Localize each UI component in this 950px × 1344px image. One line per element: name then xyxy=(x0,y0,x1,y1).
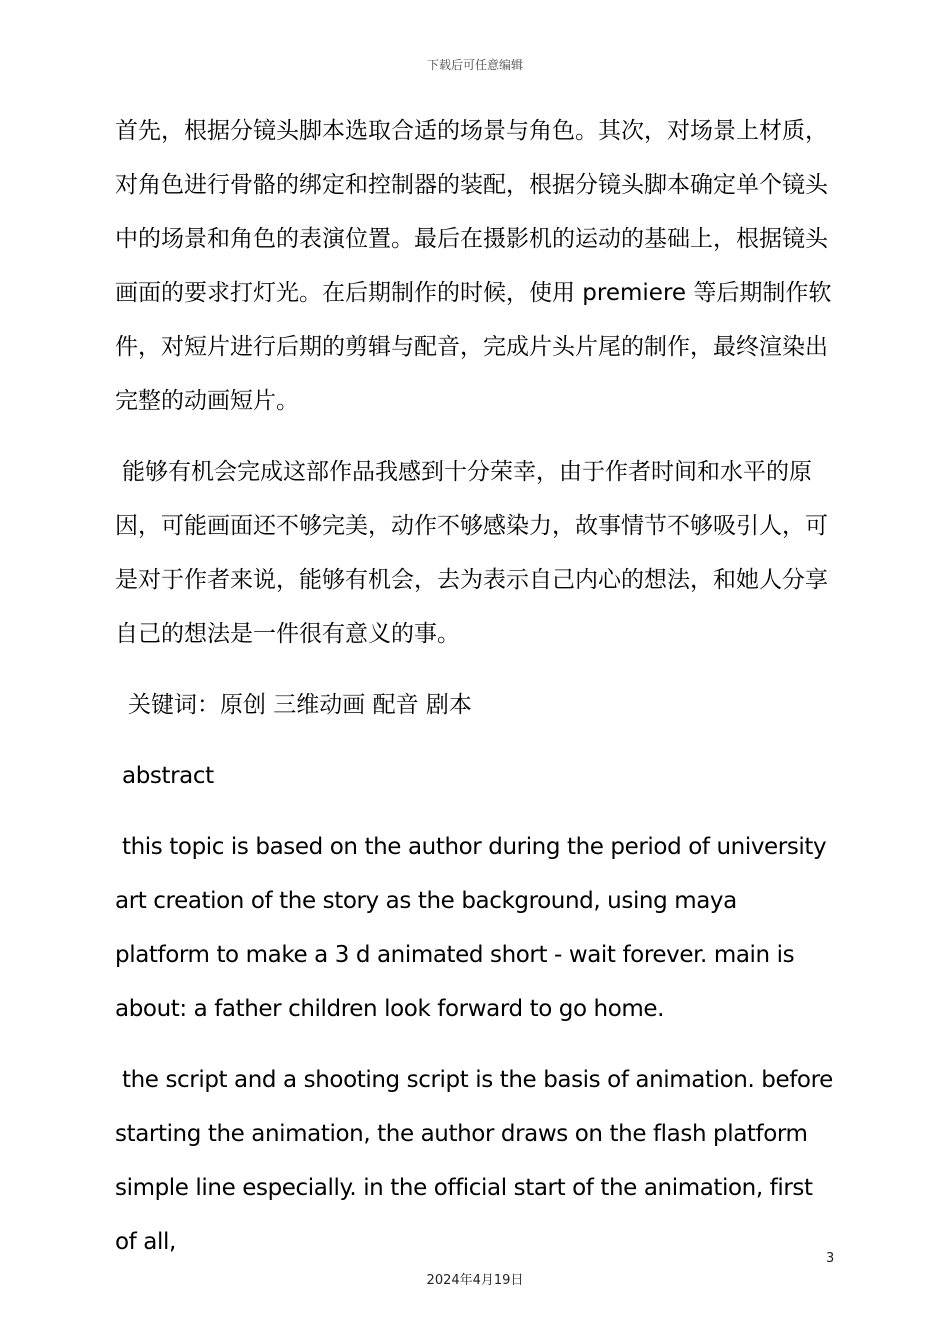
paragraph-production-steps: 首先，根据分镜头脚本选取合适的场景与角色。其次，对场景上材质，对角色进行骨骼的绑定和控制器的装配，根据分镜头脚本确定单个镜头中的场景和角色的表演位置。最后在摄影机的运动的基础上，根据镜头画面的要求打灯光。在后期制作的时候，使用 premiere 等后期制作软件，对短片进行后期的剪辑与配音，完成片头片尾的制作，最终渲染出完整的动画短片。 xyxy=(115,118,832,414)
page-header: 下载后可任意编辑 xyxy=(426,58,523,72)
footer-date: 2024年4月19日 xyxy=(426,1273,524,1288)
page-number: 3 xyxy=(826,1251,835,1266)
abstract-paragraph-script: the script and a shooting script is the basis of animation. before starting the animation, the author draws on the flash platform simple line especially. in the official start of the animation, first of all, xyxy=(115,1067,833,1255)
paragraph-acknowledgement: 能够有机会完成这部作品我感到十分荣幸，由于作者时间和水平的原因，可能画面还不够完美，动作不够感染力，故事情节不够吸引人，可是对于作者来说，能够有机会，去为表示自己内心的想法，和她人分享自己的想法是一件很有意义的事。 xyxy=(115,459,828,647)
document-body xyxy=(115,104,837,1286)
abstract-heading: abstract xyxy=(122,763,214,789)
keywords-line: 关键词：原创 三维动画 配音 剧本 xyxy=(128,692,472,718)
abstract-paragraph-topic: this topic is based on the author during the period of university art creation of the story as the background, using maya platform to make a 3 d animated short - wait forever. main is about: a father children look forward to go home. xyxy=(115,834,827,1022)
